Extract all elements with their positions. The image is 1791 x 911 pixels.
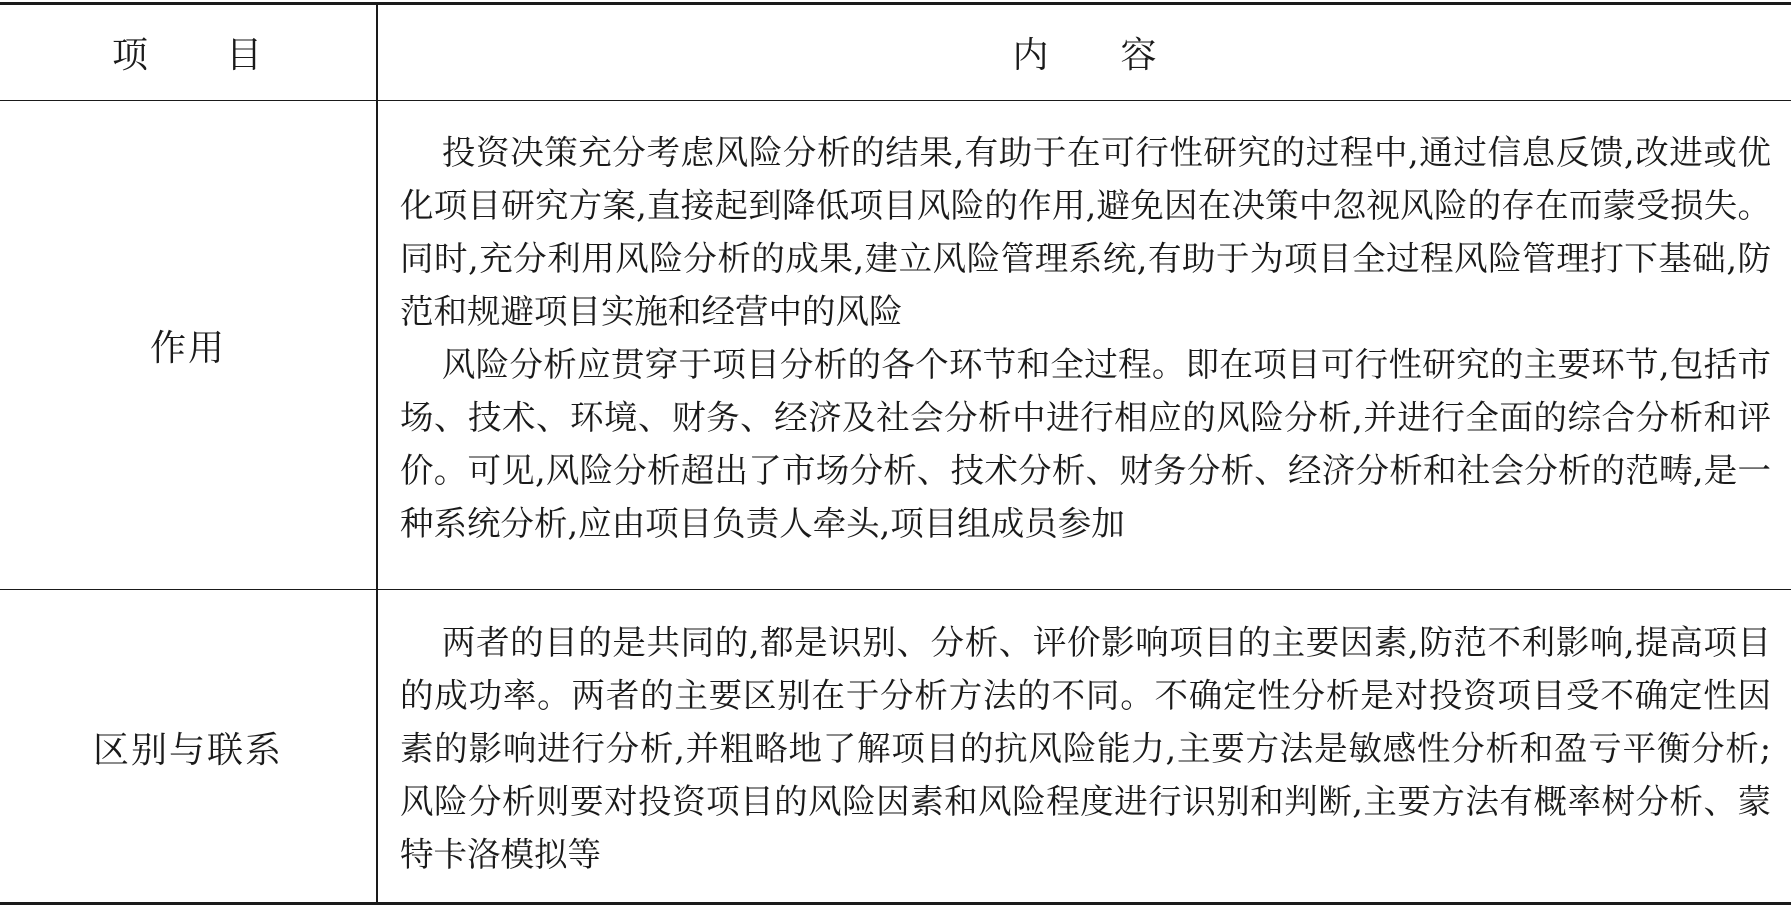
header-item-cell: 项 目 <box>111 35 264 76</box>
table-row <box>0 101 1791 590</box>
row-content <box>400 616 1771 881</box>
row-content <box>400 126 1771 550</box>
table-header-row <box>0 5 1791 101</box>
row-item-label: 区别与联系 <box>92 730 283 771</box>
row-content-cell <box>378 590 1791 905</box>
content-paragraph: 投资决策充分考虑风险分析的结果,有助于在可行性研究的过程中,通过信息反馈,改进或优化项目研究方案,直接起到降低项目风险的作用,避免因在决策中忽视风险的存在而蒙受损失。同时,充分利用风险分析的成果,建立风险管理系统,有助于为项目全过程风险管理打下基础,防范和规避项目实施和经营中的风险 <box>400 133 1771 331</box>
content-paragraph: 两者的目的是共同的,都是识别、分析、评价影响项目的主要因素,防范不利影响,提高项目的成功率。两者的主要区别在于分析方法的不同。不确定性分析是对投资项目受不确定性因素的影响进行分析,并粗略地了解项目的抗风险能力,主要方法是敏感性分析和盈亏平衡分析;风险分析则要对投资项目的风险因素和风险程度进行识别和判断,主要方法有概率树分析、蒙特卡洛模拟等 <box>400 623 1771 874</box>
header-content-cell: 内 容 <box>1012 35 1157 76</box>
table-row <box>0 590 1791 905</box>
content-paragraph: 风险分析应贯穿于项目分析的各个环节和全过程。即在项目可行性研究的主要环节,包括市场、技术、环境、财务、经济及社会分析中进行相应的风险分析,并进行全面的综合分析和评价。可见,风险分析超出了市场分析、技术分析、财务分析、经济分析和社会分析的范畴,是一种系统分析,应由项目负责人牵头,项目组成员参加 <box>400 345 1771 543</box>
comparison-table <box>0 2 1791 905</box>
row-item-label: 作用 <box>149 327 226 369</box>
row-content-cell <box>378 101 1791 589</box>
